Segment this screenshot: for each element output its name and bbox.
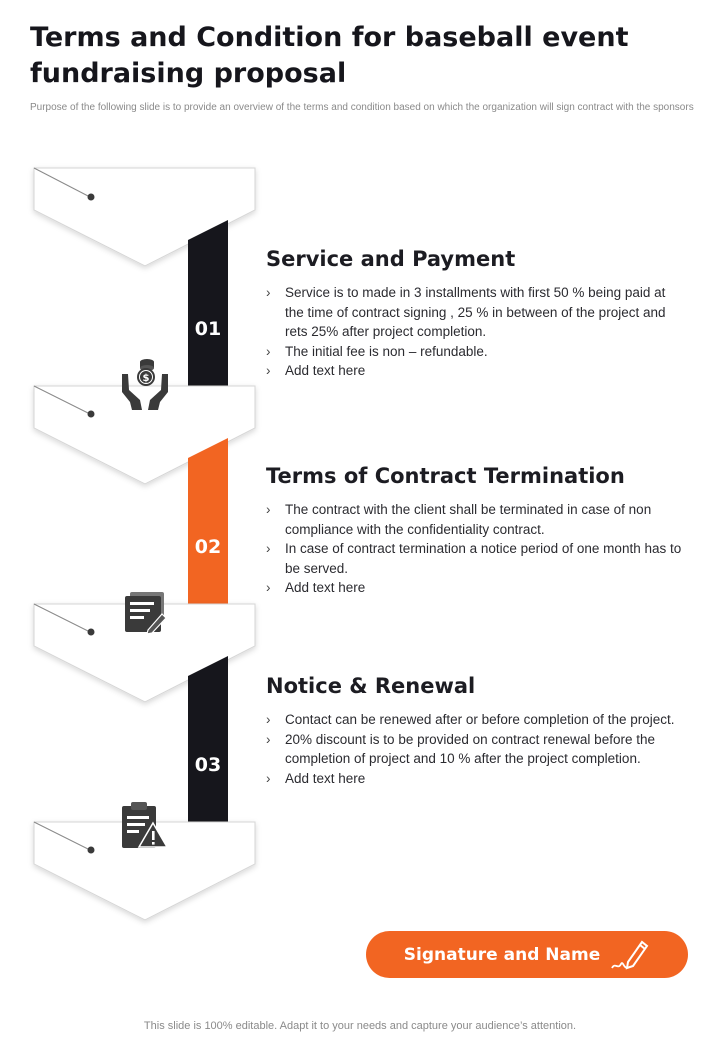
bullet-chevron-icon: › [266,712,271,727]
page-title: Terms and Condition for baseball event fundraising proposal [30,22,629,89]
bullet-item: › Add text here [266,769,686,789]
signature-button[interactable] [366,931,688,978]
bullet-chevron-icon: › [266,731,271,747]
section-heading: Terms of Contract Termination [266,464,625,488]
bullet-list [266,500,686,598]
bullet-item: › The contract with the client shall be terminated in case of non compliance with the confidentiality contract. [266,502,652,537]
chevron-dot-2 [88,411,95,418]
bullet-list [266,283,686,381]
chevron-dot-4 [88,847,95,854]
section-service-payment [266,245,686,381]
bullet-chevron-icon: › [266,363,271,378]
bullet-item: › Add text here [266,578,686,598]
signature-button-label: Signature and Name [403,944,601,965]
bullet-item: › Service is to made in 3 installments with first 50 % being paid at the time of contract signing , 25 % in between of the project and rets 25% after project completion. [266,285,666,339]
chevron-dot-3 [88,629,95,636]
section-notice-renewal [266,672,686,788]
bullet-chevron-icon: › [266,285,271,300]
step-number-3: 03 [194,754,222,776]
bullet-item: › Contact can be renewed after or before completion of the project. [266,710,686,730]
svg-text:$: $ [142,373,150,384]
page-subtitle: Purpose of the following slide is to provide an overview of the terms and condition based on which the organization will sign contract with the sponsors [30,102,694,113]
bullet-item: › In case of contract termination a notice period of one month has to be served. [266,541,682,576]
bullet-list [266,710,686,788]
bullet-item: › The initial fee is non – refundable. [266,342,686,362]
documents-pen-icon [122,592,168,634]
bullet-chevron-icon: › [266,580,271,595]
hands-coins-icon [120,356,170,412]
bullet-item: › 20% discount is to be provided on contract renewal before the completion of project and 10 % after the project completion. [266,731,655,766]
section-contract-termination [266,462,686,598]
bullet-chevron-icon: › [266,541,271,556]
clipboard-warning-icon [120,801,168,849]
section-heading: Notice & Renewal [266,674,476,698]
bullet-chevron-icon: › [266,343,271,359]
step-number-1: 01 [194,318,222,340]
section-heading: Service and Payment [266,247,516,271]
step-number-2: 02 [194,536,222,558]
bullet-chevron-icon: › [266,502,271,517]
bullet-item: › Add text here [266,361,686,381]
chevron-dot-1 [88,194,95,201]
bullet-chevron-icon: › [266,770,271,786]
pen-signature-icon [610,938,650,972]
footer-note: This slide is 100% editable. Adapt it to your needs and capture your audience’s attention. [143,1020,577,1032]
